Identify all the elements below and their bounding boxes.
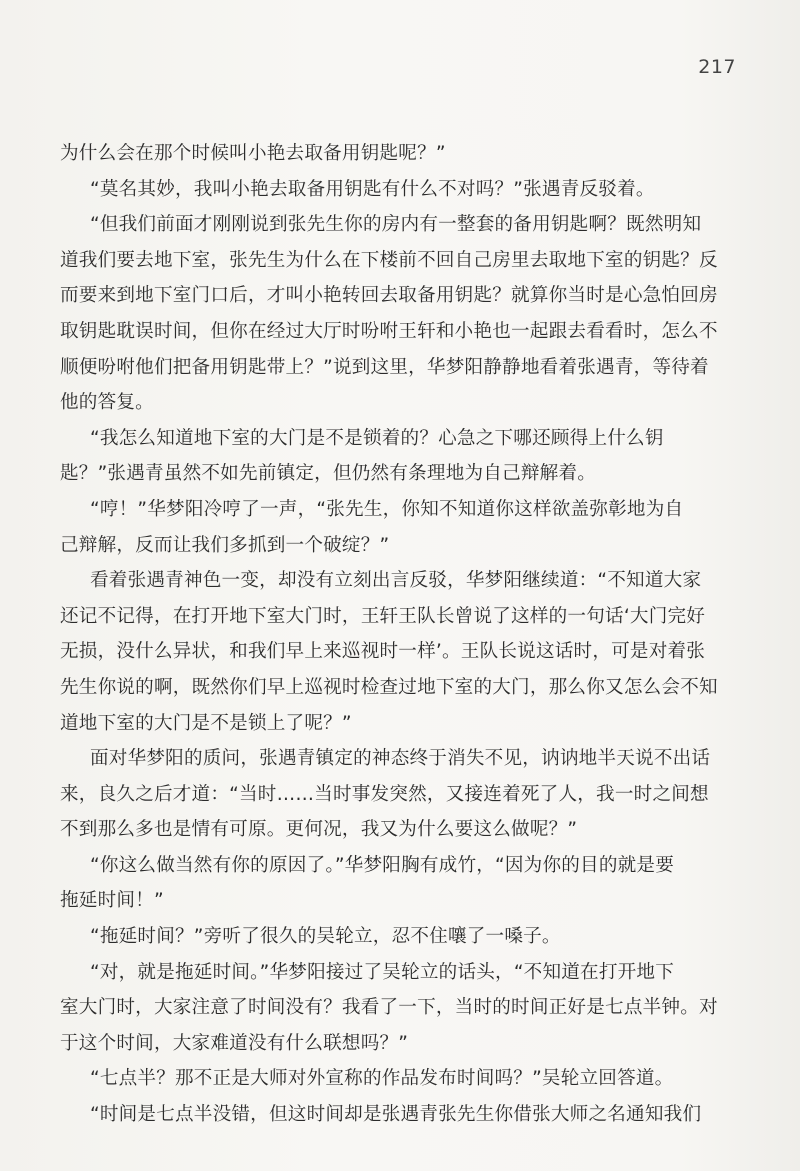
text-line: 顺便吩咐他们把备用钥匙带上？”说到这里，华梦阳静静地看着张遇青，等待着 bbox=[60, 356, 709, 378]
text-line: 取钥匙耽误时间，但你在经过大厅时吩咐王轩和小艳也一起跟去看看时，怎么不 bbox=[60, 320, 718, 342]
text-line: 来，良久之后才道：“当时……当时事发突然，又接连着死了人，我一时之间想 bbox=[60, 783, 709, 805]
text-body bbox=[60, 136, 750, 1133]
text-line: “但我们前面才刚刚说到张先生你的房内有一整套的备用钥匙啊？既然明知 bbox=[90, 214, 702, 236]
text-line: 室大门时，大家注意了时间没有？我看了一下，当时的时间正好是七点半钟。对 bbox=[60, 997, 718, 1019]
text-line: “对，就是拖延时间。”华梦阳接过了吴轮立的话头，“不知道在打开地下 bbox=[90, 961, 675, 983]
text-line: “我怎么知道地下室的大门是不是锁着的？心急之下哪还顾得上什么钥 bbox=[90, 427, 664, 449]
text-line: 看着张遇青神色一变，却没有立刻出言反驳，华梦阳继续道：“不知道大家 bbox=[90, 570, 702, 592]
text-line: “哼！”华梦阳冷哼了一声，“张先生，你知不知道你这样欲盖弥彰地为自 bbox=[90, 498, 684, 520]
text-line: 还记不记得，在打开地下室大门时，王轩王队长曾说了这样的一句话‘大门完好 bbox=[60, 605, 706, 627]
text-line: 无损，没什么异状，和我们早上来巡视时一样’。王队长说这话时，可是对着张 bbox=[60, 641, 706, 663]
text-line: 不到那么多也是情有可原。更何况，我又为什么要这么做呢？” bbox=[60, 819, 578, 841]
text-line: “七点半？那不正是大师对外宣称的作品发布时间吗？”吴轮立回答道。 bbox=[90, 1068, 674, 1090]
text-line: “你这么做当然有你的原因了。”华梦阳胸有成竹，“因为你的目的就是要 bbox=[90, 854, 675, 876]
text-line: 而要来到地下室门口后，才叫小艳转回去取备用钥匙？就算你当时是心急怕回房 bbox=[60, 285, 718, 307]
text-line: 为什么会在那个时候叫小艳去取备用钥匙呢？” bbox=[60, 143, 446, 164]
text-line: 道地下室的大门是不是锁上了呢？” bbox=[60, 712, 352, 734]
text-line: “时间是七点半没错，但这时间却是张遇青张先生你借张大师之名通知我们 bbox=[90, 1104, 702, 1126]
text-line: 于这个时间，大家难道没有什么联想吗？” bbox=[60, 1032, 409, 1054]
text-line: 道我们要去地下室，张先生为什么在下楼前不回自己房里去取地下室的钥匙？反 bbox=[60, 249, 718, 271]
text-line: 匙？”张遇青虽然不如先前镇定，但仍然有条理地为自己辩解着。 bbox=[60, 463, 597, 485]
page-number: 217 bbox=[698, 56, 736, 78]
text-line: “拖延时间？”旁听了很久的吴轮立，忍不住嚷了一嗓子。 bbox=[90, 926, 561, 948]
text-line: 面对华梦阳的质问，张遇青镇定的神态终于消失不见，讷讷地半天说不出话 bbox=[90, 748, 711, 770]
text-line: “莫名其妙，我叫小艳去取备用钥匙有什么不对吗？”张遇青反驳着。 bbox=[90, 178, 655, 200]
text-line: 己辩解，反而让我们多抓到一个破绽？” bbox=[60, 534, 390, 556]
text-line: 拖延时间！” bbox=[60, 890, 164, 912]
text-line: 先生你说的啊，既然你们早上巡视时检查过地下室的大门，那么你又怎么会不知 bbox=[60, 676, 718, 698]
text-line: 他的答复。 bbox=[60, 392, 154, 414]
